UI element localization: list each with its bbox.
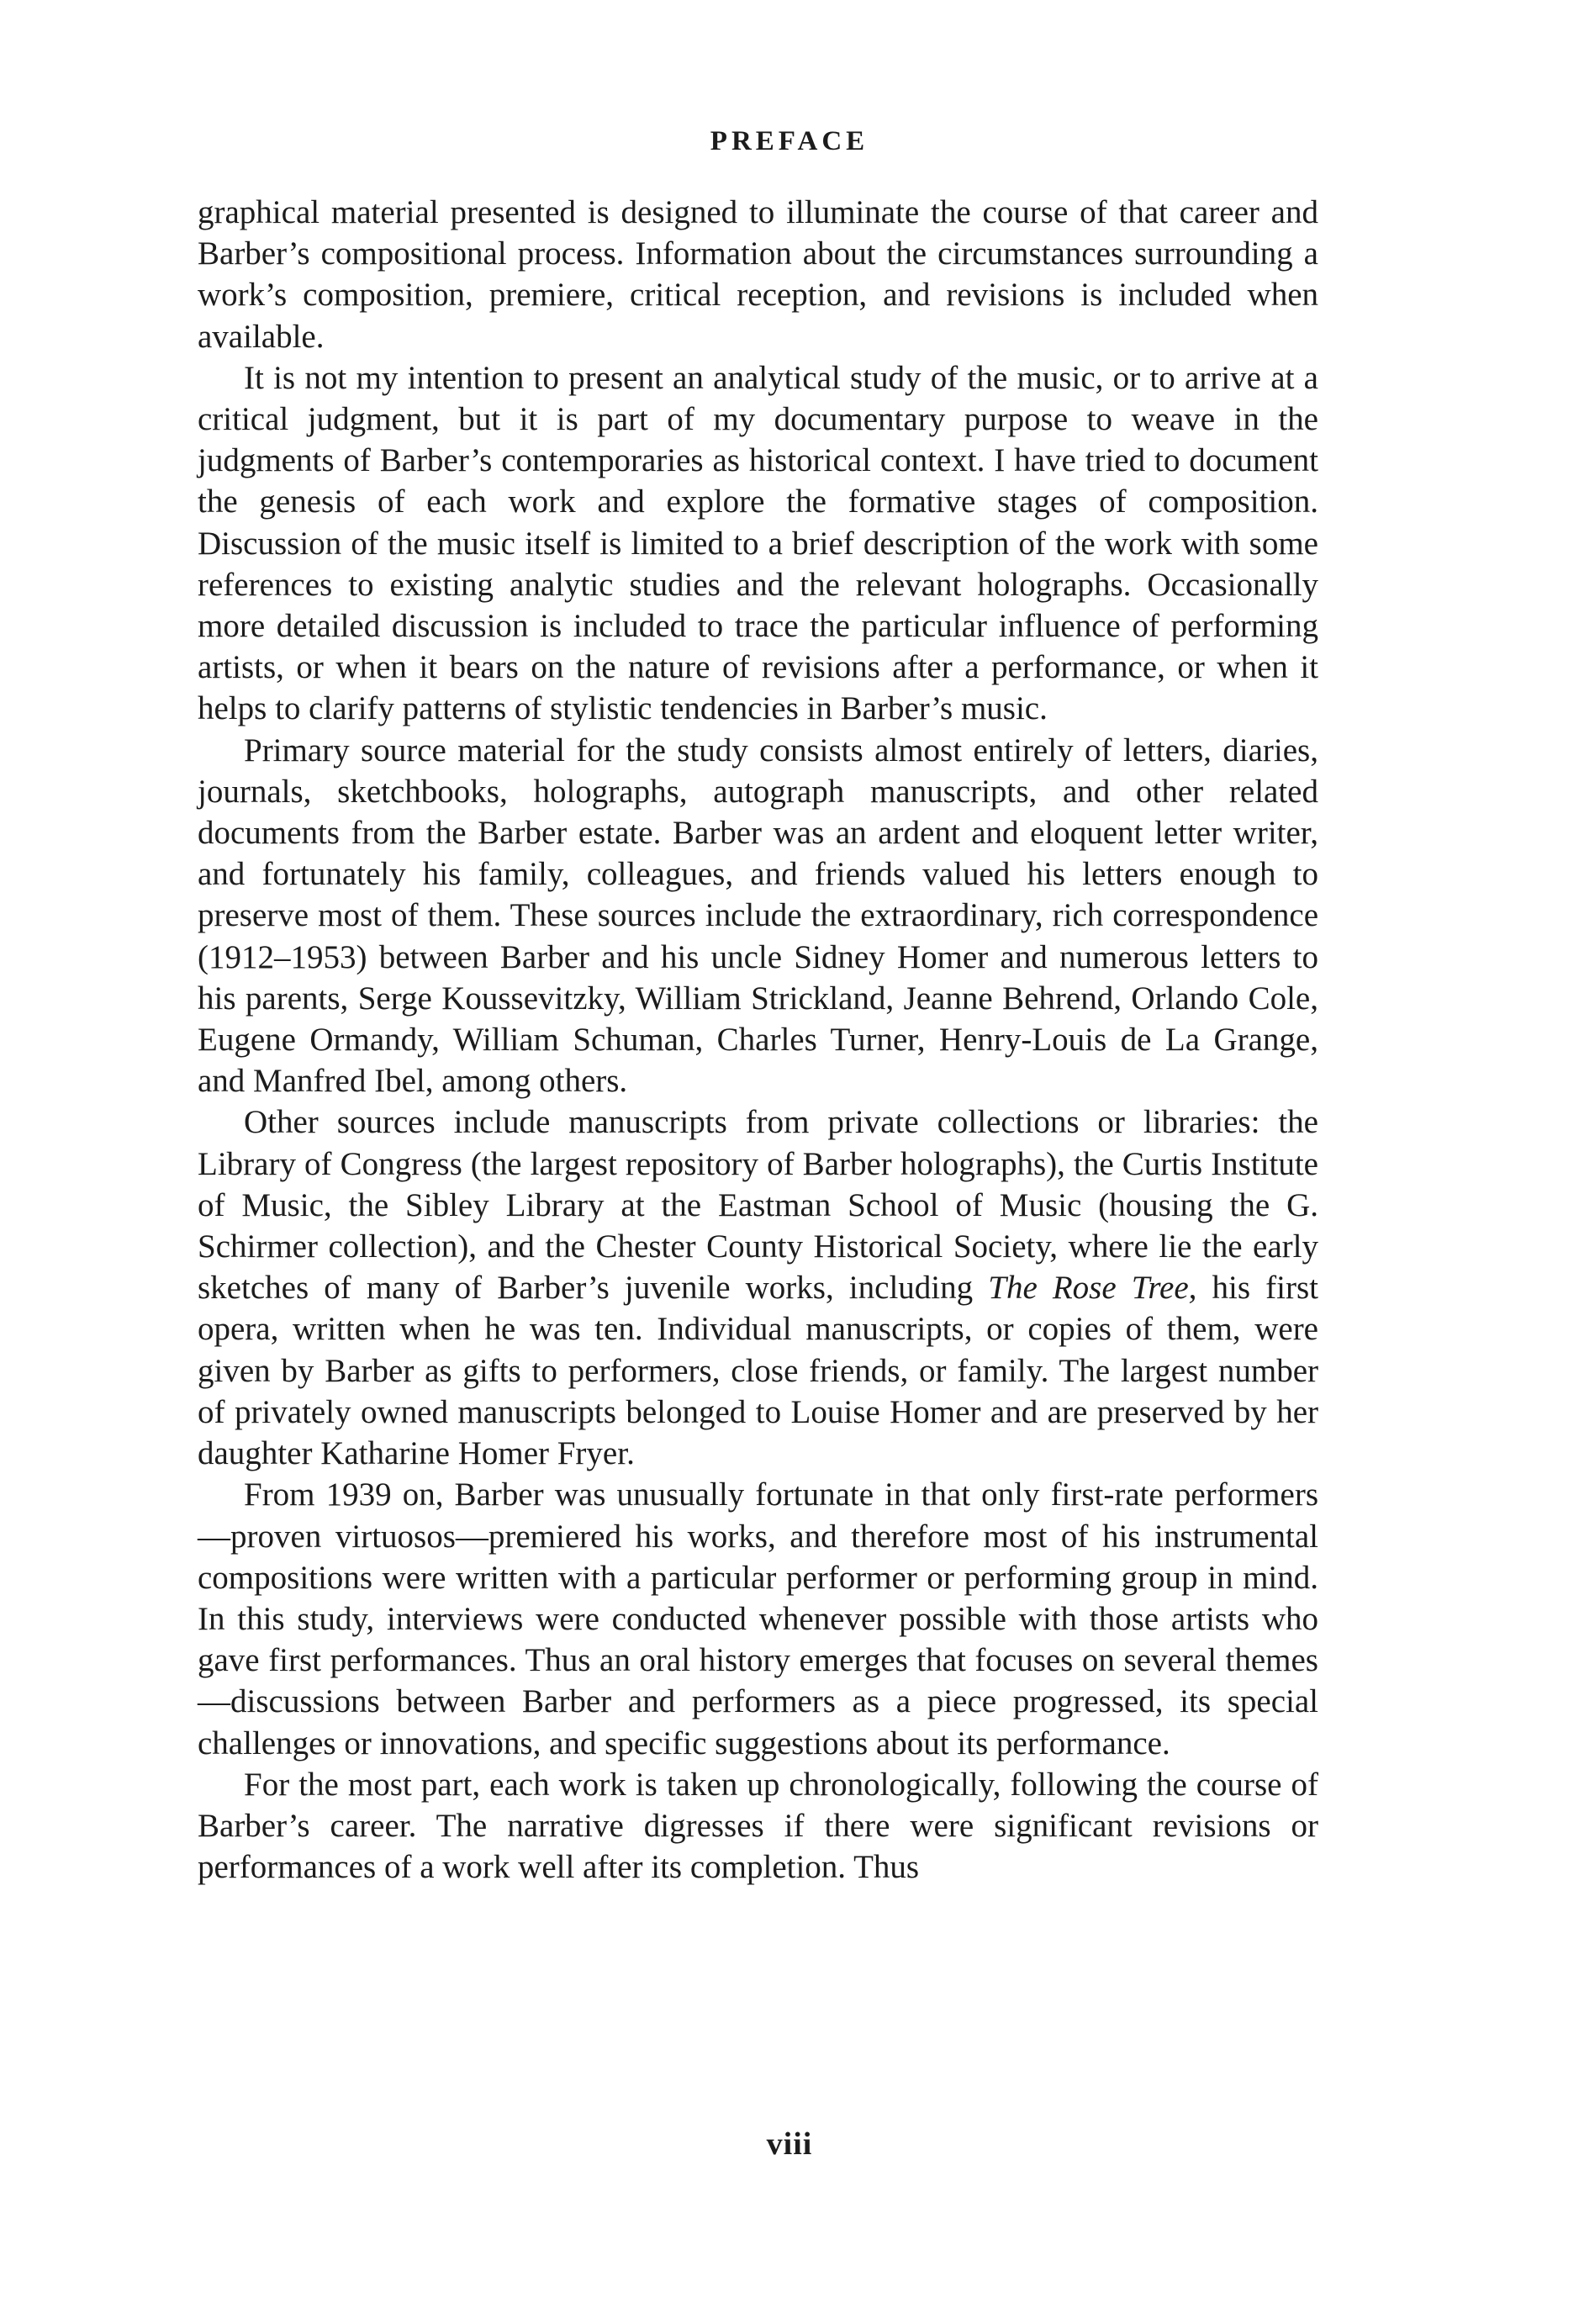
text-segment: Other sources include manuscripts from private collections or libraries: the Library of Congress (the largest repository of Barber holographs), the Curtis Institute of Music, the Sibley Library at the Eastman School of Music (housing the G. Schirmer collection), and the Chester County Historical Society, where lie the early sketches of many of Barber’s juvenile works, including (198, 1104, 1318, 1307)
text-segment: It is not my intention to present an analytical study of the music, or to arrive at a critical judgment, but it is part of my documentary purpose to weave in the judgments of Barber’s contemporaries as historical context. I have tried to document the genesis of each work and explore the formative stages of composition. Discussion of the music itself is limited to a brief description of the work with some references to existing analytic studies and the relevant holographs. Occasionally more detailed discussion is included to trace the particular influence of performing artists, or when it bears on the nature of revisions after a performance, or when it helps to clarify patterns of stylistic tendencies in Barber’s music. (198, 359, 1318, 727)
paragraph (198, 357, 1318, 730)
text-segment: For the most part, each work is taken up chronologically, following the course of Barber’s career. The narrative digresses if there were significant revisions or performances of a work well after its completion. Thus (198, 1766, 1318, 1886)
paragraph-continued (198, 192, 1318, 357)
page-number: viii (766, 2126, 813, 2162)
text-segment: graphical material presented is designed to illuminate the course of that career and Barber’s compositional process. Information about the circumstances surrounding a work’s composition, premiere, critical reception, and revisions is included when available. (198, 194, 1318, 355)
running-head: PREFACE (710, 126, 869, 156)
text-segment: his first opera, written when he was ten. Individual manuscripts, or copies of them, were given by Barber as gifts to performers, close friends, or family. The largest number of privately owned manuscripts belonged to Louise Homer and are preserved by her daughter Katharine Homer Fryer. (198, 1270, 1318, 1472)
text-segment: From 1939 on, Barber was unusually fortunate in that only first-rate performers—proven virtuosos—premiered his works, and therefore most of his instrumental compositions were written with a particular performer or performing group in mind. In this study, interviews were conducted whenever possible with those artists who gave first performances. Thus an oral history emerges that focuses on several themes—discussions between Barber and performers as a piece progressed, its special challenges or innovations, and specific suggestions about its performance. (198, 1476, 1318, 1761)
paragraph (198, 1764, 1318, 1888)
text-segment: Primary source material for the study consists almost entirely of letters, diaries, journals, sketchbooks, holographs, autograph manuscripts, and other related documents from the Barber estate. Barber was an ardent and eloquent letter writer, and fortunately his family, colleagues, and friends valued his letters enough to preserve most of them. These sources include the extraordinary, rich correspondence (1912–1953) between Barber and his uncle Sidney Homer and numerous letters to his parents, Serge Koussevitzky, William Strickland, Jeanne Behrend, Orlando Cole, Eugene Ormandy, William Schuman, Charles Turner, Henry-Louis de La Grange, and Manfred Ibel, among others. (198, 732, 1318, 1100)
paragraph (198, 1474, 1318, 1763)
body-text (198, 192, 1318, 1888)
paragraph (198, 730, 1318, 1102)
book-title-italic: The Rose Tree, (988, 1270, 1197, 1307)
paragraph (198, 1101, 1318, 1474)
